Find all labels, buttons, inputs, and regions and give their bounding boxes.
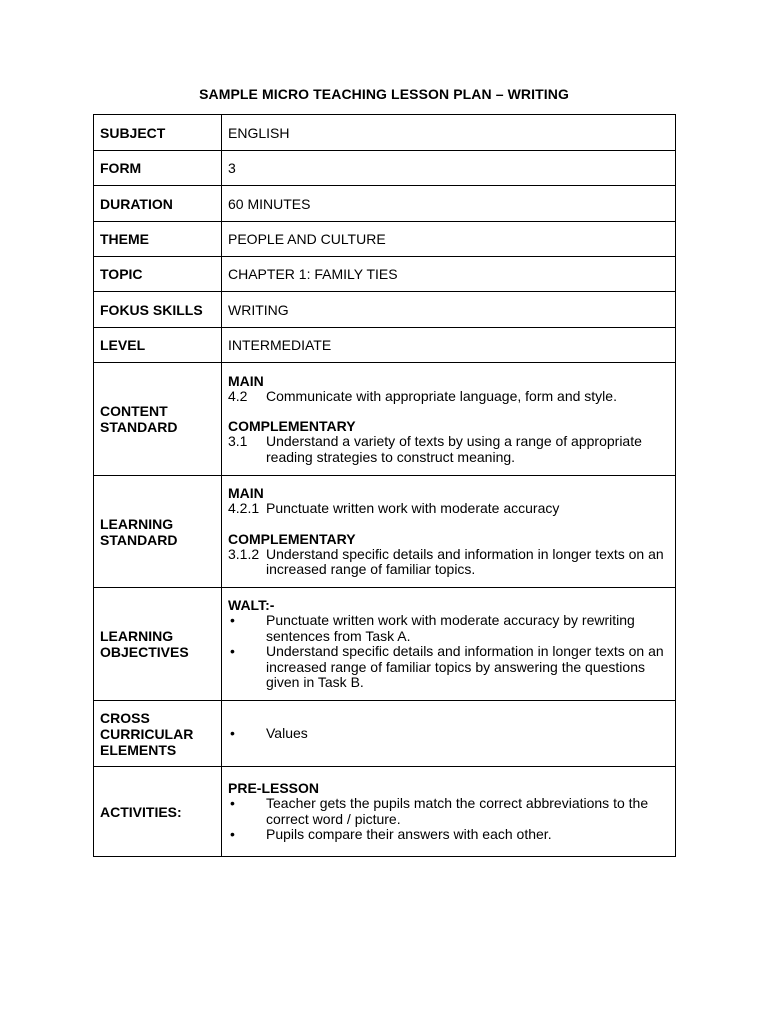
standard-text: Understand specific details and information in longer texts on an increased range of familiar topics. bbox=[266, 545, 664, 578]
standard-text: Understand a variety of texts by using a range of appropriate reading strategies to construct meaning. bbox=[266, 433, 642, 465]
cross-curricular-cell bbox=[222, 701, 676, 767]
row-activities bbox=[94, 767, 676, 857]
label-learning-objectives bbox=[94, 588, 222, 701]
document-title: SAMPLE MICRO TEACHING LESSON PLAN – WRITING bbox=[199, 86, 569, 102]
row-fokus-skills bbox=[94, 292, 676, 328]
standard-number: 3.1.2 bbox=[228, 545, 260, 562]
standard-item bbox=[228, 434, 669, 465]
label-line: CROSS bbox=[100, 709, 150, 726]
bullet-icon: • bbox=[230, 795, 235, 812]
value-fokus-skills: WRITING bbox=[222, 292, 676, 328]
label-line: LEARNING bbox=[100, 628, 174, 644]
row-learning-objectives bbox=[94, 588, 676, 701]
learning-standard-cell bbox=[222, 476, 676, 588]
list-item bbox=[228, 613, 669, 644]
activity-text: Pupils compare their answers with each other. bbox=[266, 826, 552, 843]
label-line: CURRICULAR bbox=[100, 725, 194, 742]
row-subject bbox=[94, 115, 676, 151]
label-fokus-skills: FOKUS SKILLS bbox=[94, 292, 222, 328]
label-duration: DURATION bbox=[94, 186, 222, 222]
label-activities: ACTIVITIES: bbox=[94, 767, 222, 857]
standard-item bbox=[228, 501, 669, 517]
standard-text: Punctuate written work with moderate accuracy bbox=[266, 500, 560, 517]
complementary-heading: COMPLEMENTARY bbox=[228, 530, 356, 547]
label-cross-curricular bbox=[94, 701, 222, 767]
label-theme: THEME bbox=[94, 222, 222, 257]
label-line: LEARNING bbox=[100, 515, 174, 532]
objective-text: Punctuate written work with moderate accuracy by rewriting sentences from Task A. bbox=[266, 612, 635, 644]
main-heading: MAIN bbox=[228, 485, 264, 502]
row-theme bbox=[94, 222, 676, 257]
standard-number: 3.1 bbox=[228, 433, 248, 450]
list-item bbox=[228, 796, 669, 827]
bullet-icon: • bbox=[230, 612, 235, 629]
row-cross-curricular bbox=[94, 701, 676, 767]
list-item bbox=[228, 644, 669, 691]
row-topic bbox=[94, 257, 676, 292]
row-level bbox=[94, 328, 676, 363]
content-standard-cell bbox=[222, 363, 676, 476]
pre-lesson-heading: PRE-LESSON bbox=[228, 780, 320, 797]
complementary-heading: COMPLEMENTARY bbox=[228, 418, 356, 435]
activity-text: Teacher gets the pupils match the correct abbreviations to the correct word / picture. bbox=[266, 795, 649, 827]
objective-text: Understand specific details and information in longer texts on an increased range of familiar topics by answering the questions given in Task B. bbox=[266, 643, 664, 691]
standard-text: Communicate with appropriate language, form and style. bbox=[266, 387, 617, 404]
value-theme: PEOPLE AND CULTURE bbox=[222, 222, 676, 257]
learning-objectives-cell bbox=[222, 588, 676, 701]
value-level: INTERMEDIATE bbox=[222, 328, 676, 363]
label-subject: SUBJECT bbox=[94, 115, 222, 151]
label-line: ELEMENTS bbox=[100, 741, 177, 758]
label-learning-standard bbox=[94, 476, 222, 588]
element-text: Values bbox=[266, 724, 308, 741]
standard-item bbox=[228, 547, 669, 578]
list-item bbox=[228, 726, 669, 742]
label-line: STANDARD bbox=[100, 531, 178, 548]
row-form bbox=[94, 151, 676, 186]
row-duration bbox=[94, 186, 676, 222]
activities-cell bbox=[222, 767, 676, 857]
bullet-icon: • bbox=[230, 826, 235, 843]
value-duration: 60 MINUTES bbox=[222, 186, 676, 222]
bullet-icon: • bbox=[230, 643, 235, 660]
walt-heading: WALT:- bbox=[228, 597, 275, 614]
main-heading: MAIN bbox=[228, 372, 264, 389]
standard-number: 4.2 bbox=[228, 387, 248, 404]
value-subject: ENGLISH bbox=[222, 115, 676, 151]
label-form: FORM bbox=[94, 151, 222, 186]
bullet-icon: • bbox=[230, 724, 235, 741]
label-topic: TOPIC bbox=[94, 257, 222, 292]
label-level: LEVEL bbox=[94, 328, 222, 363]
standard-item bbox=[228, 389, 669, 405]
row-content-standard bbox=[94, 363, 676, 476]
lesson-plan-table bbox=[93, 114, 676, 857]
list-item bbox=[228, 827, 669, 843]
label-line: OBJECTIVES bbox=[100, 644, 189, 660]
label-content-standard bbox=[94, 363, 222, 476]
standard-number: 4.2.1 bbox=[228, 500, 260, 517]
row-learning-standard bbox=[94, 476, 676, 588]
value-form: 3 bbox=[222, 151, 676, 186]
value-topic: CHAPTER 1: FAMILY TIES bbox=[222, 257, 676, 292]
label-line: STANDARD bbox=[100, 419, 178, 435]
label-line: CONTENT bbox=[100, 403, 168, 419]
